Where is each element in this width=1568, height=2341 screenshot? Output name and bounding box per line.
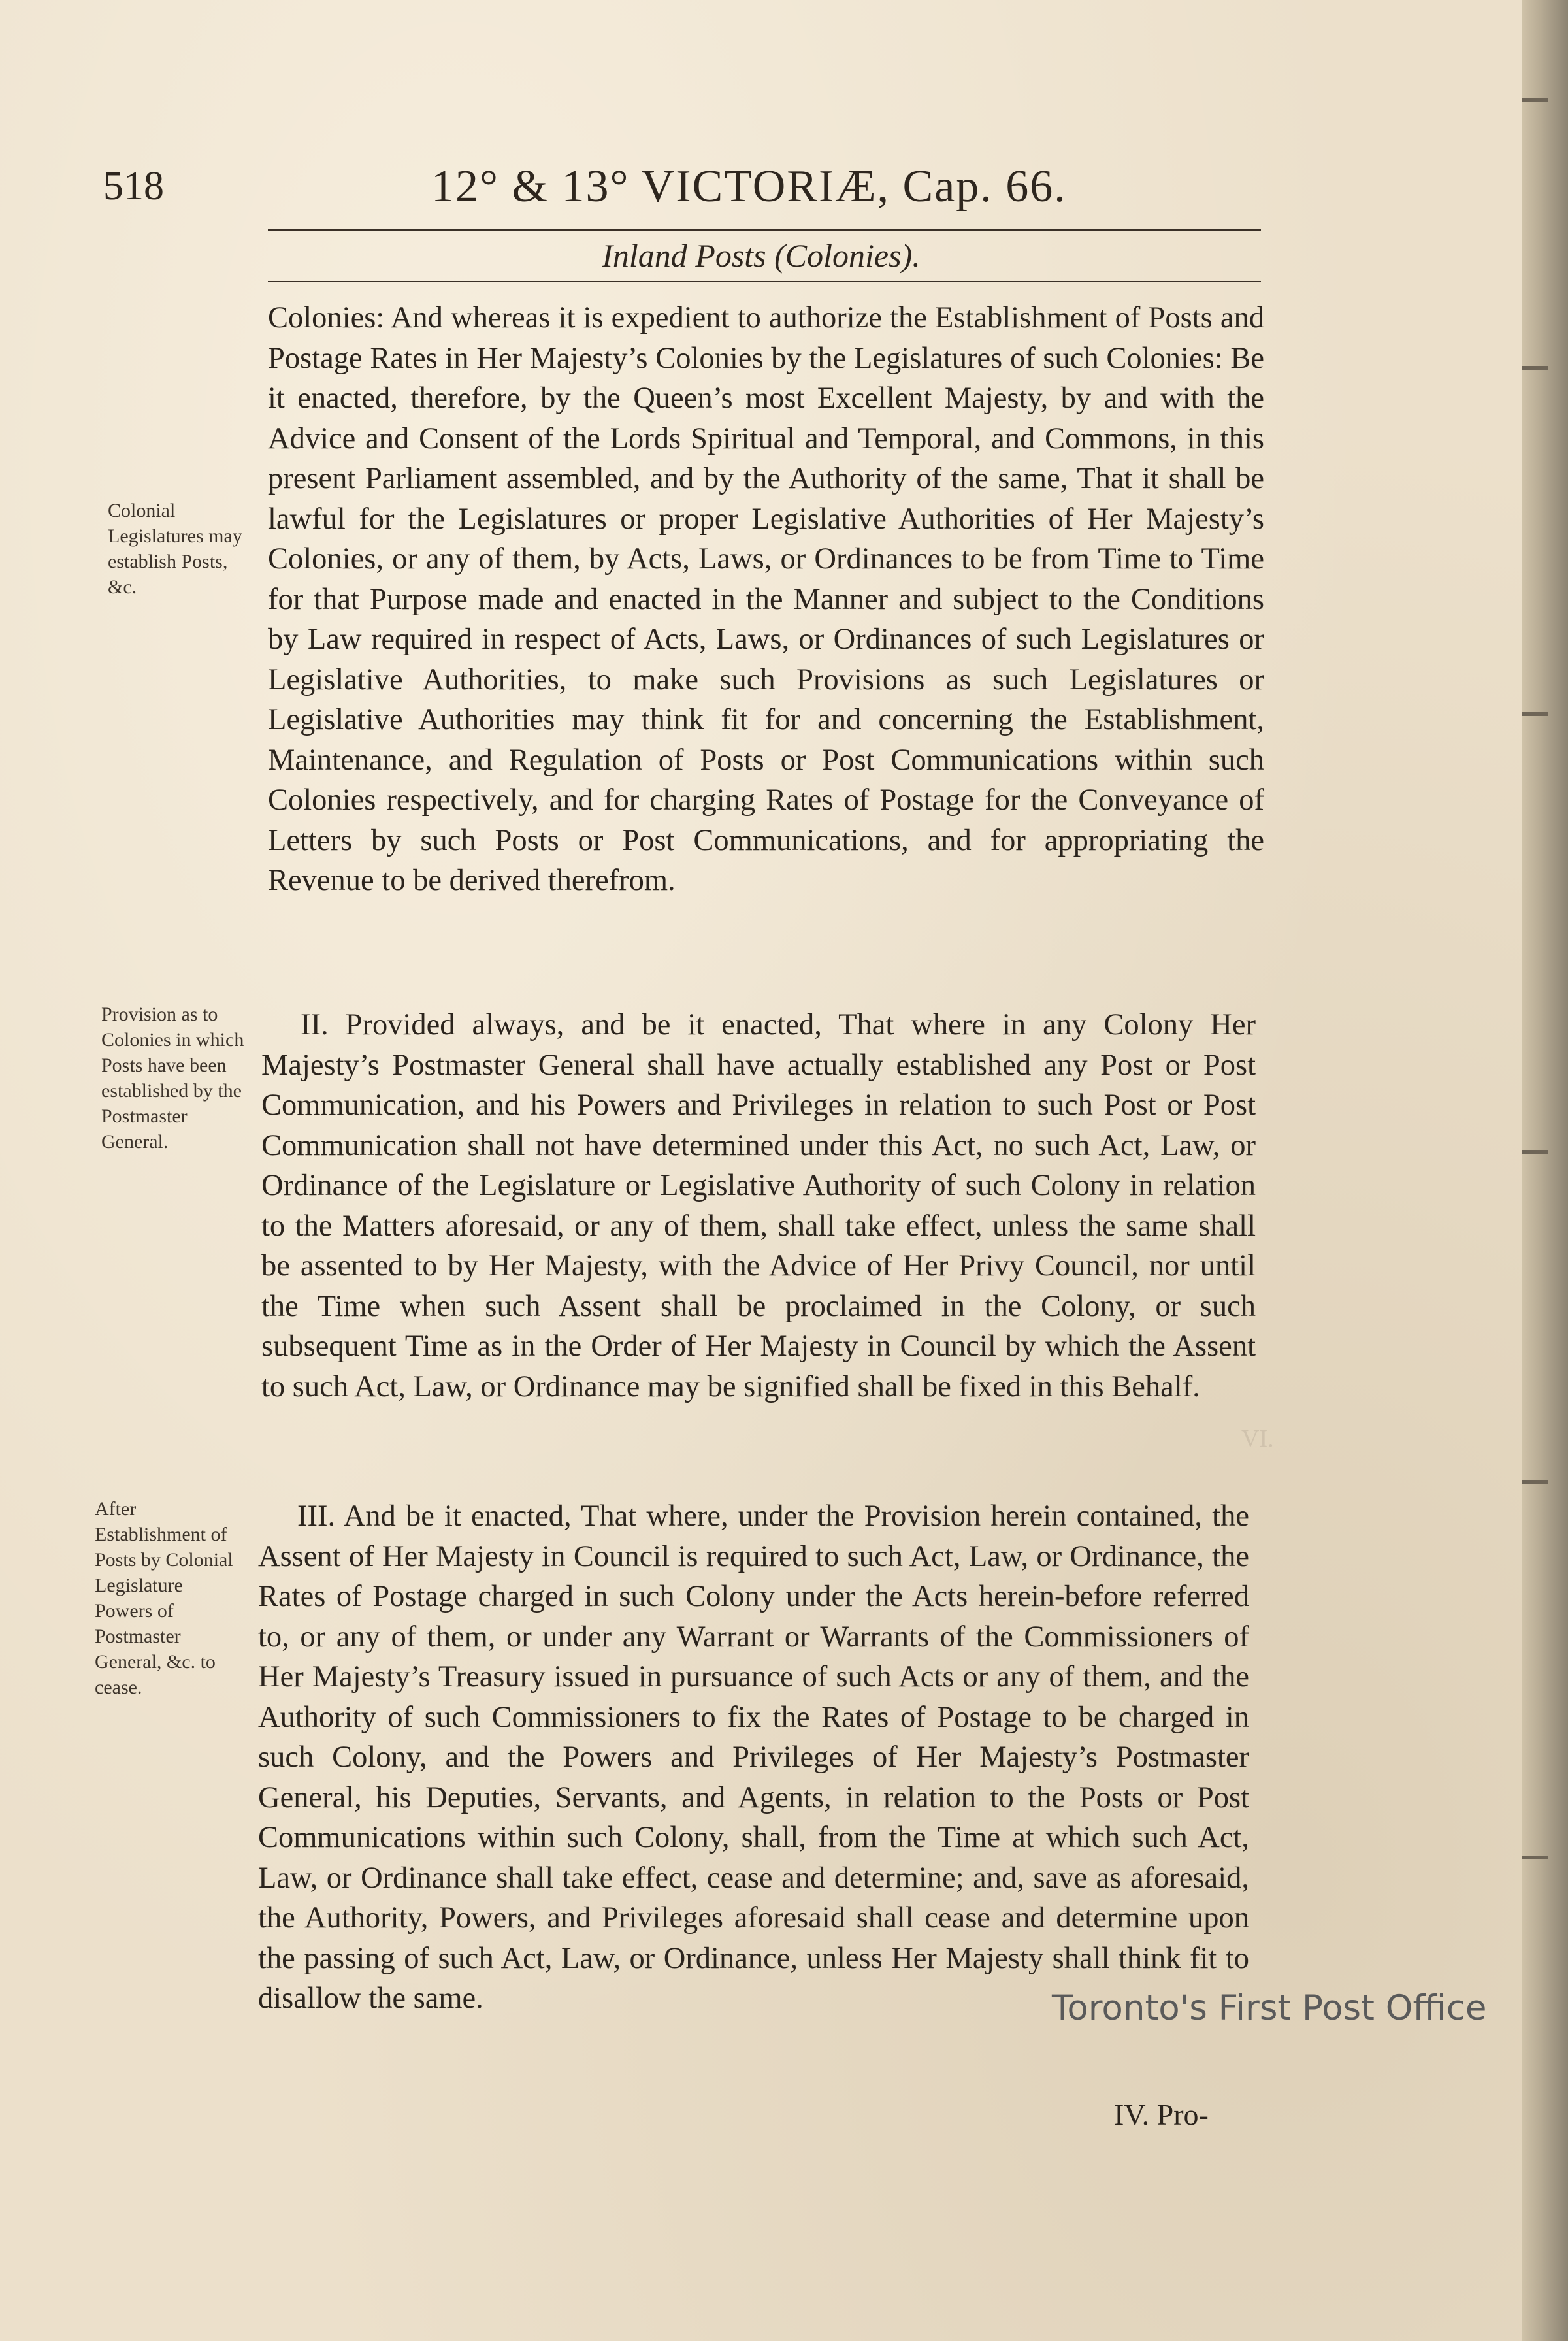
- subtitle-block: [0, 237, 1522, 274]
- margin-note-1: Colonial Legislatures may establish Posts, &c.: [108, 500, 242, 598]
- binding-stitch: [1522, 712, 1548, 716]
- subtitle-rule: [268, 281, 1261, 282]
- binding-stitch: [1522, 1480, 1548, 1484]
- running-title: 12° & 13° VICTORIÆ, Cap. 66.: [431, 161, 1067, 212]
- paragraph-3: III. And be it enacted, That where, under the Provision herein contained, the Assent of Her Majesty in Council is required to such Act, Law, or Ordinance, the Rates of Postage charged in such Colony under the Acts herein-before referred to, or any of them, or under any Warrant or Warrants of the Commissioners of Her Majesty’s Treasury issued in pursuance of such Acts or any of them, and the Authority of such Commissioners to fix the Rates of Postage to be charged in such Colony, and the Powers and Privileges of Her Majesty’s Postmaster General, his Deputies, Servants, and Agents, in relation to the Posts or Post Communications within such Colony, shall, from the Time at which such Act, Law, or Ordinance shall take effect, cease and determine; and, save as aforesaid, the Authority, Powers, and Privileges aforesaid shall cease and determine upon the passing of such Act, Law, or Ordinance, unless Her Majesty shall think fit to disallow the same.: [258, 1499, 1249, 2015]
- binding-stitch: [1522, 98, 1548, 102]
- watermark: Toronto's First Post Office: [1052, 1988, 1487, 2028]
- binding-stitch: [1522, 1150, 1548, 1154]
- header-rule: [268, 229, 1261, 231]
- binding-stitch: [1522, 1856, 1548, 1859]
- binding-stitch: [1522, 366, 1548, 370]
- subtitle: Inland Posts (Colonies).: [602, 237, 921, 274]
- page-edge: [1522, 0, 1568, 2341]
- page-header: [0, 150, 1307, 229]
- paragraph-1: Colonies: And whereas it is expedient to authorize the Establishment of Posts and Postage Rates in Her Majesty’s Colonies by the Legislatures of such Colonies: Be it enacted, therefore, by the Queen’s most Excellent Majesty, by and with the Advice and Consent of the Lords Spiritual and Temporal, and Commons, in this present Parliament assembled, and by the Authority of the same, That it shall be lawful for the Legislatures or proper Legislative Authorities of Her Majesty’s Colonies, or any of them, by Acts, Laws, or Ordinances to be from Time to Time for that Purpose made and enacted in the Manner and subject to the Conditions by Law required in respect of Acts, Laws, or Ordinances of such Legislatures or Legislative Authorities, to make such Provisions as such Legislatures or Legislative Authorities may think fit for and concerning the Establishment, Maintenance, and Regulation of Posts or Post Communications within such Colonies respectively, and for charging Rates of Postage for the Conveyance of Letters by such Posts or Post Communications, and for appropriating the Revenue to be derived therefrom.: [268, 301, 1264, 897]
- page-number: 518: [103, 164, 164, 208]
- show-through-text: VI.: [1241, 1425, 1274, 1452]
- catchword: IV. Pro-: [1114, 2098, 1209, 2131]
- margin-note-3: After Establishment of Posts by Colonial Legislature Powers of Postmaster General, &c. to cease.: [95, 1498, 233, 1698]
- margin-note-2: Provision as to Colonies in which Posts have been established by the Postmaster General.: [101, 1004, 244, 1153]
- paragraph-2: II. Provided always, and be it enacted, That where in any Colony Her Majesty’s Postmaster General shall have actually established any Post or Post Communication, and his Powers and Privileges in relation to such Post or Post Communication shall not have determined under this Act, no such Act, Law, or Ordinance of the Legislature or Legislative Authority of such Colony in relation to the Matters aforesaid, or any of them, shall take effect, unless the same shall be assented to by Her Majesty, with the Advice of Her Privy Council, nor until the Time when such Assent shall be proclaimed in the Colony, or such subsequent Time as in the Order of Her Majesty in Council by which the Assent to such Act, Law, or Ordinance may be signified shall be fixed in this Behalf.: [261, 1008, 1256, 1403]
